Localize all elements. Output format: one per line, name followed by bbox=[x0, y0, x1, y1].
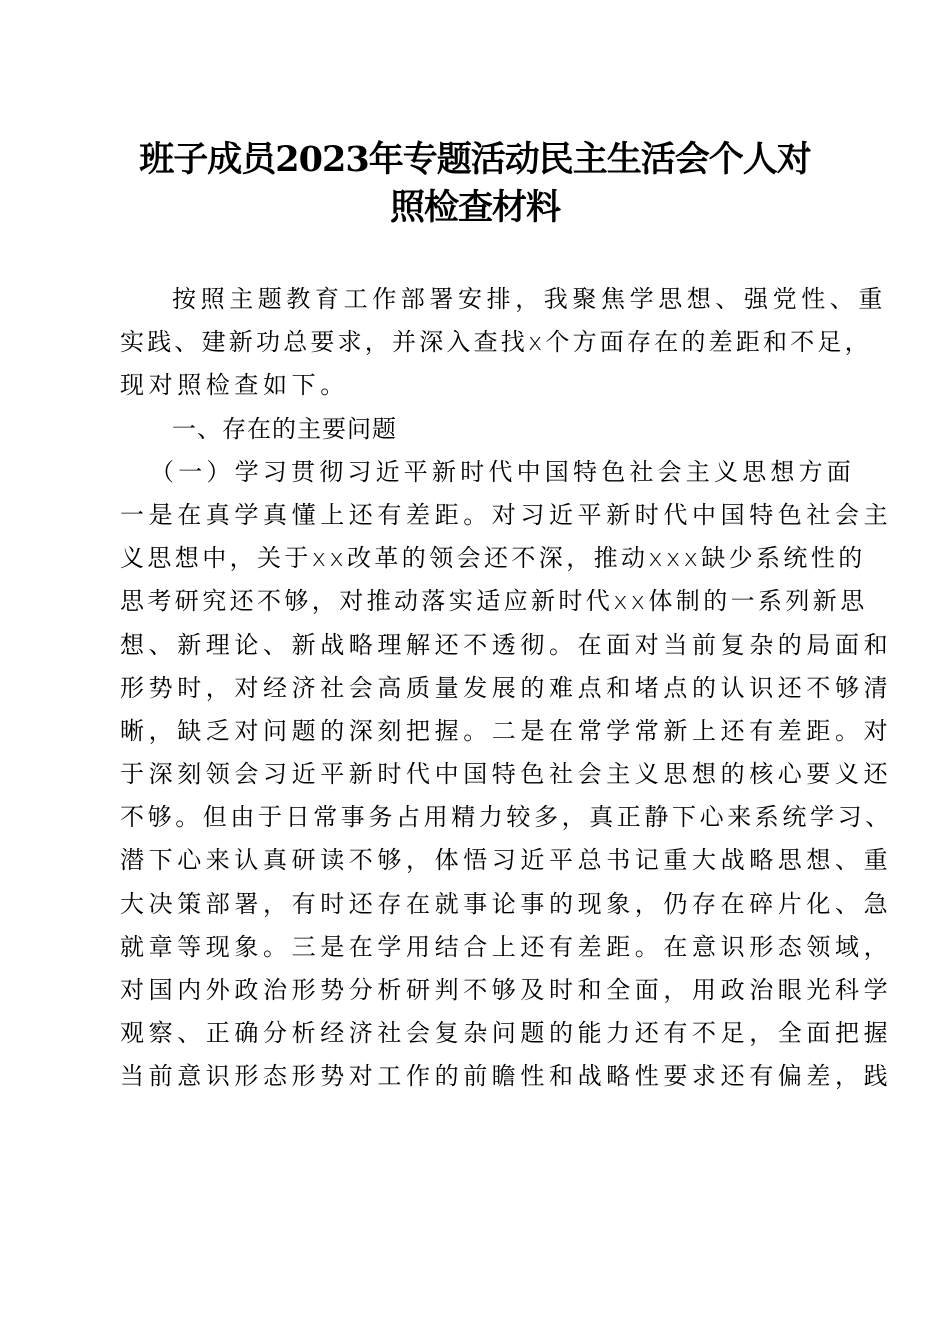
body-line: 形势时，对经济社会高质量发展的难点和堵点的认识还不够清 bbox=[120, 673, 893, 702]
body-line: 一是在真学真懂上还有差距。对习近平新时代中国特色社会主 bbox=[120, 500, 893, 529]
body-line: 潜下心来认真研读不够，体悟习近平总书记重大战略思想、重 bbox=[120, 846, 893, 875]
body-line: 于深刻领会习近平新时代中国特色社会主义思想的核心要义还 bbox=[120, 760, 893, 789]
document-body bbox=[120, 278, 893, 1099]
body-line: 思考研究还不够，对推动落实适应新时代xx体制的一系列新思 bbox=[120, 587, 868, 616]
body-line: 义思想中，关于xx改革的领会还不深，推动xxx缺少系统性的 bbox=[120, 544, 866, 573]
body-line: 对国内外政治形势分析研判不够及时和全面，用政治眼光科学 bbox=[120, 976, 893, 1004]
document-title bbox=[100, 136, 850, 232]
body-line: 大决策部署，有时还存在就事论事的现象，仍存在碎片化、急 bbox=[120, 889, 893, 918]
intro-line: 现对照检查如下。 bbox=[120, 371, 349, 400]
body-line: 不够。但由于日常事务占用精力较多，真正静下心来系统学习、 bbox=[120, 803, 893, 832]
title-line-1: 班子成员2023年专题活动民主生活会个人对 bbox=[139, 139, 811, 180]
title-line-2: 照检查材料 bbox=[389, 187, 560, 228]
body-line: 就章等现象。三是在学用结合上还有差距。在意识形态领域， bbox=[120, 932, 893, 961]
body-line: 当前意识形态形势对工作的前瞻性和战略性要求还有偏差，践 bbox=[120, 1062, 893, 1091]
body-line: 想、新理论、新战略理解还不透彻。在面对当前复杂的局面和 bbox=[120, 630, 893, 659]
body-line: 观察、正确分析经济社会复杂问题的能力还有不足，全面把握 bbox=[120, 1019, 893, 1048]
body-line: 晰，缺乏对问题的深刻把握。二是在常学常新上还有差距。对 bbox=[120, 716, 893, 745]
intro-line: 实践、建新功总要求，并深入查找x个方面存在的差距和不足， bbox=[120, 328, 872, 357]
subsection-heading: （一）学习贯彻习近平新时代中国特色社会主义思想方面 bbox=[150, 457, 855, 486]
section-heading: 一、存在的主要问题 bbox=[172, 414, 397, 443]
intro-line: 按照主题教育工作部署安排，我聚焦学思想、强党性、重 bbox=[172, 285, 887, 313]
